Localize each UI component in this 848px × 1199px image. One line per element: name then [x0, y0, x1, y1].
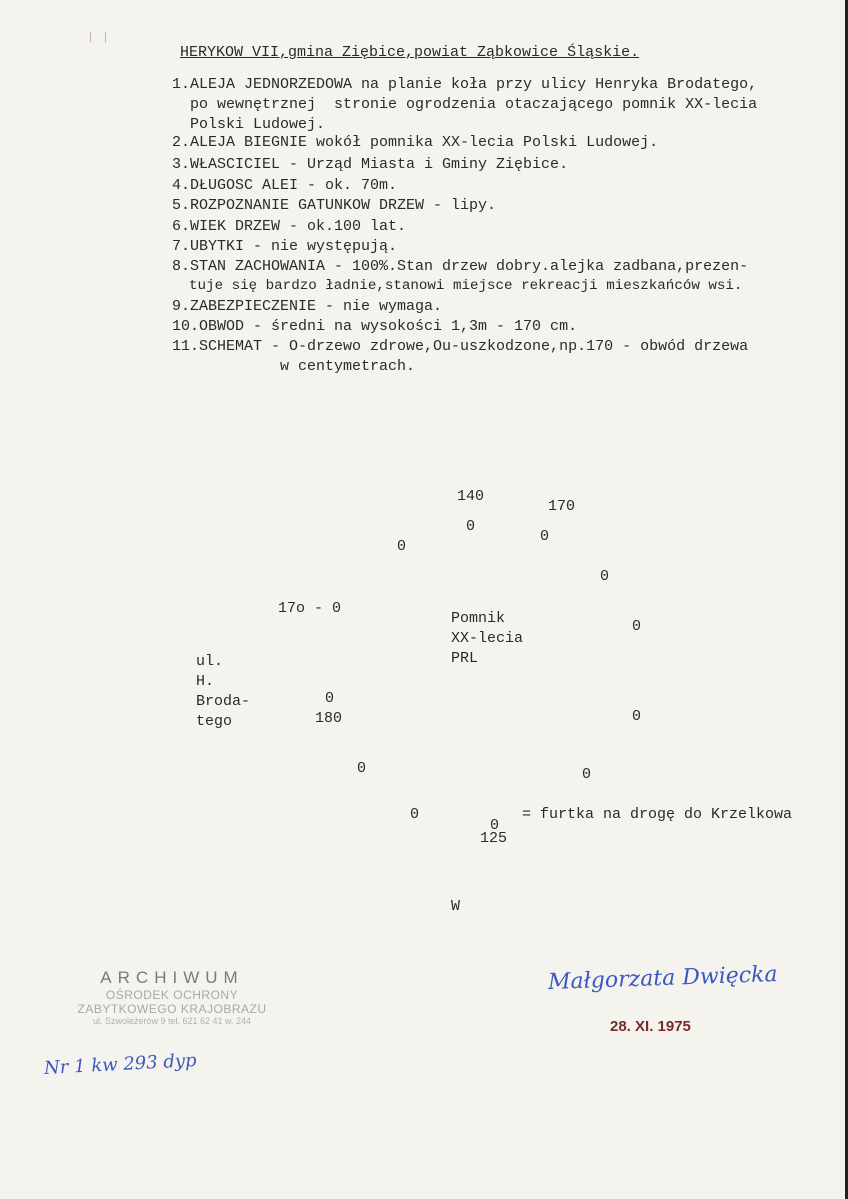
stamp-line: ZABYTKOWEGO KRAJOBRAZU [77, 1002, 267, 1016]
item-line: 11.SCHEMAT - O-drzewo zdrowe,Ou-uszkodzone,np.170 - obwód drzewa [172, 338, 749, 355]
stamp-line: ARCHIWUM [100, 968, 244, 987]
girth-label: 170 [548, 498, 576, 515]
street-label: H. [196, 673, 215, 690]
item-line: tuje się bardzo ładnie,stanowi miejsce rekreacji mieszkańców wsi. [172, 278, 743, 294]
edge-mark [90, 32, 106, 42]
girth-label: 180 [315, 710, 343, 727]
item-line: 1.ALEJA JEDNORZEDOWA na planie koła przy ulicy Henryka Brodatego, [172, 76, 758, 93]
tree-mark: 0 [540, 528, 550, 545]
item-line: 4.DŁUGOSC ALEI - ok. 70m. [172, 177, 398, 194]
street-label: ul. [196, 653, 224, 670]
girth-label: 140 [457, 488, 485, 505]
girth-label: 17o - 0 [278, 600, 342, 617]
item-line: po wewnętrznej stronie ogrodzenia otaczającego pomnik XX-lecia [172, 96, 758, 113]
item-line: 5.ROZPOZNANIE GATUNKOW DRZEW - lipy. [172, 197, 497, 214]
street-label: Broda- [196, 693, 251, 710]
girth-label: 125 [480, 830, 508, 847]
tree-mark: 0 [582, 766, 592, 783]
monument-label: Pomnik [451, 610, 506, 627]
monument-label: XX-lecia [451, 630, 524, 647]
document-title: HERYKOW VII,gmina Ziębice,powiat Ząbkowice Śląskie. [180, 44, 640, 61]
monument-label: PRL [451, 650, 479, 667]
gate-legend: = furtka na drogę do Krzelkowa [522, 806, 793, 823]
date-stamp: 28. XI. 1975 [610, 1018, 691, 1035]
tree-mark: 0 [600, 568, 610, 585]
stamp-line: OŚRODEK OCHRONY [105, 988, 239, 1002]
item-line: 6.WIEK DRZEW - ok.100 lat. [172, 218, 407, 235]
item-line: w centymetrach. [172, 358, 416, 375]
stamp-line: ul. Szwoleżerów 9 tel. 621 62 41 w. 244 [92, 1016, 252, 1026]
tree-mark: 0 [490, 817, 500, 834]
street-label: tego [196, 713, 233, 730]
tree-mark: 0 [632, 708, 642, 725]
tree-mark: 0 [357, 760, 367, 777]
signature: Małgorzata Dwięcka [547, 962, 778, 995]
item-line: 9.ZABEZPIECZENIE - nie wymaga. [172, 298, 443, 315]
tree-mark: 0 [397, 538, 407, 555]
archive-number: Nr 1 kw 293 dyp [43, 1050, 198, 1079]
tree-mark: 0 [410, 806, 420, 823]
archive-stamp [62, 968, 282, 1026]
direction-label: W [451, 898, 461, 915]
item-line: Polski Ludowej. [172, 116, 326, 133]
tree-mark: 0 [325, 690, 335, 707]
tree-mark: 0 [632, 618, 642, 635]
tree-mark: 0 [466, 518, 476, 535]
item-line: 7.UBYTKI - nie występują. [172, 238, 398, 255]
item-line: 10.OBWOD - średni na wysokości 1,3m - 170 cm. [172, 318, 578, 335]
item-line: 8.STAN ZACHOWANIA - 100%.Stan drzew dobry.alejka zadbana,prezen- [172, 258, 749, 275]
item-line: 2.ALEJA BIEGNIE wokół pomnika XX-lecia Polski Ludowej. [172, 134, 659, 151]
item-line: 3.WŁASCICIEL - Urząd Miasta i Gminy Ziębice. [172, 156, 569, 173]
